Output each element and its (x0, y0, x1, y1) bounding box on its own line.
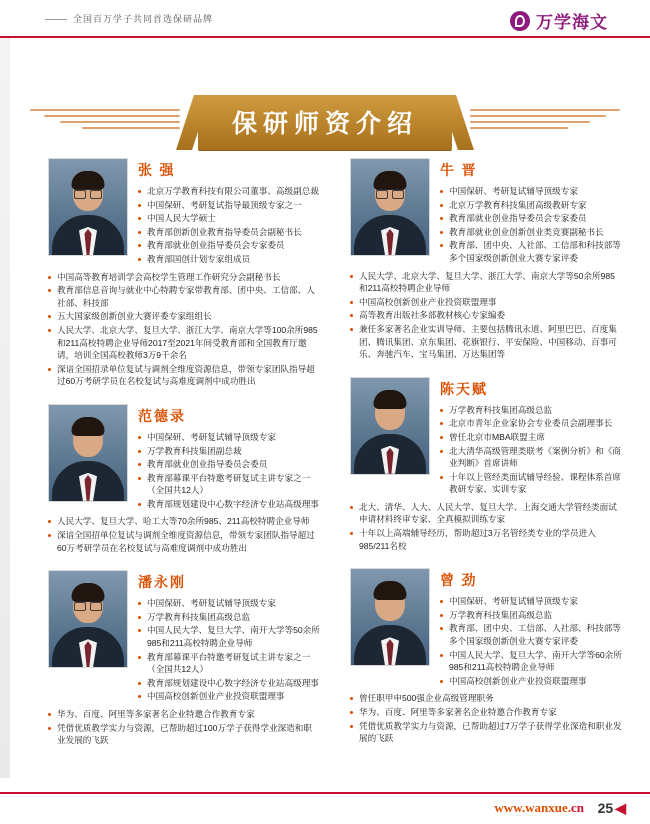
person-name: 牛 晋 (440, 164, 478, 179)
person-header (48, 158, 320, 267)
list-item: 中国高校创新创业产业投资联盟理事 (350, 296, 622, 309)
list-item: 万学教育科技集团高级总监 (440, 404, 622, 417)
page-footer (0, 782, 650, 824)
person-header (48, 570, 320, 704)
person-card (350, 158, 622, 361)
list-item: 教育部就业创业创新创业类竞赛副秘书长 (440, 226, 622, 239)
brand-logo (510, 8, 608, 33)
right-column (350, 158, 622, 761)
person-body (48, 515, 320, 554)
person-header (350, 568, 622, 688)
list-item: 十年以上管经类面试辅导经验、课程体系首席教研专家、实训专家 (440, 471, 622, 496)
banner-decoration-left (30, 107, 205, 131)
header-rule (45, 19, 67, 20)
left-column (48, 158, 320, 763)
person-name: 潘永刚 (138, 576, 186, 592)
person-card (350, 377, 622, 553)
avatar (48, 404, 128, 502)
footer-rule (0, 792, 650, 794)
person-head-bullets (440, 595, 622, 687)
list-item: 万学教育科技集团高级总监 (440, 609, 622, 622)
page-number (598, 800, 626, 817)
person-header (48, 404, 320, 512)
left-edge-strip (0, 38, 10, 778)
list-item: 人民大学、北京大学、复旦大学、浙江大学、南京大学等50余所985和211高校特聘企业导师 (350, 270, 622, 295)
person-body (350, 270, 622, 361)
list-item: 凭借优质教学实力与资源，已帮助超过100万学子获得学业深造和职业发展的飞跃 (48, 722, 320, 747)
list-item: 十年以上高端辅导经历，帮助超过3万名管经类专业的学员进入985/211名校 (350, 527, 622, 552)
list-item: 深谙全国招单位复试与调剂全维度资源信息，带领专家团队指导超过60万考研学员在名校复试与高难度调剂中成功胜出 (48, 529, 320, 554)
list-item: 华为、百度、阿里等多家著名企业特邀合作教育专家 (350, 706, 622, 719)
list-item: 中国高等教育培训学会高校学生管理工作研究分会副秘书长 (48, 271, 320, 284)
person-head-bullets (138, 431, 320, 511)
list-item: 中国保研、考研复试辅导顶级专家 (138, 431, 320, 444)
list-item: 教育部就业创业指导委员会委员 (138, 458, 320, 471)
website-url-tld: cn (571, 800, 584, 815)
header-tagline-text: 全国百万学子共同首选保研品牌 (73, 14, 214, 24)
website-url (494, 800, 584, 816)
person-head-bullets (138, 185, 320, 266)
list-item: 人民大学、复旦大学、哈工大等70余所985、211高校特聘企业导师 (48, 515, 320, 528)
list-item: 中国保研、考研复试辅导顶级专家 (440, 185, 622, 198)
list-item: 教育部、团中央、工信部、人社部、科技部等多个国家级创新创业大赛专家评委 (440, 622, 622, 647)
list-item: 教育部、团中央、人社部、工信部和科技部等多个国家级创新创业大赛专家评委 (440, 239, 622, 264)
person-name: 张 强 (138, 164, 176, 179)
list-item: 教育部创新创业教育指导委员会副秘书长 (138, 226, 320, 239)
person-header (350, 377, 622, 497)
person-body (350, 692, 622, 744)
header-tagline (45, 12, 213, 25)
list-item: 中国保研、考研复试辅导顶级专家 (440, 595, 622, 608)
list-item: 北京万学教育科技集团高级教研专家 (440, 199, 622, 212)
list-item: 北京市青年企业家协会专业委员会副理事长 (440, 417, 622, 430)
list-item: 中国人民大学、复旦大学、南开大学等60余所985和211高校特聘企业导师 (440, 649, 622, 674)
list-item: 教育部规划建设中心数字经济专业站高级理事 (138, 498, 320, 511)
list-item: 中国高校创新创业产业投资联盟理事 (440, 675, 622, 688)
section-banner (0, 95, 650, 143)
list-item: 教育部信息音询与就业中心特聘专家带教育部、团中央、工信部、人社部、科技部 (48, 284, 320, 309)
person-card (48, 404, 320, 554)
website-url-main: www.wanxue. (494, 800, 571, 815)
banner-decoration-right (445, 107, 620, 131)
person-header (350, 158, 622, 266)
list-item: 教育部就业创业指导委员会专家委员 (440, 212, 622, 225)
list-item: 教育部规划建设中心数字经济专业站高级理事 (138, 677, 320, 690)
list-item: 教育部幕课平台特邀考研复试主讲专家之一（全国共12人） (138, 472, 320, 497)
avatar (48, 570, 128, 668)
list-item: 北大清华高级管理类联考《案例分析》和《商业判断》首席讲师 (440, 445, 622, 470)
person-head-bullets (440, 404, 622, 496)
list-item: 中国保研、考研复试辅导顶级专家 (138, 597, 320, 610)
avatar (350, 377, 430, 475)
list-item: 曾任北京市MBA联盟主席 (440, 431, 622, 444)
list-item: 深谙全国招录单位复试与调剂全维度资源信息，带领专家团队指导超过60万考研学员在名校复试与高难度调剂中成功胜出 (48, 363, 320, 388)
arrow-icon: ◀ (615, 800, 626, 816)
page-number-text: 25 (597, 800, 614, 816)
person-name: 范德录 (138, 409, 186, 425)
avatar (350, 568, 430, 666)
person-body (350, 501, 622, 552)
list-item: 北大、清华、人大、人民大学、复旦大学、上海交通大学管经类面试申请材料终审专家、全真模拟训练专家 (350, 501, 622, 526)
list-item: 人民大学、北京大学、复旦大学、浙江大学、南京大学等100余所985和211高校特聘企业导师2017至2021年间受教育部和全国教育厅邀请，培训全国高校教师3万9千余名 (48, 324, 320, 362)
page-header (0, 0, 650, 38)
list-item: 中国人民大学硕士 (138, 212, 320, 225)
list-item: 五大国家级创新创业大赛评委专家组组长 (48, 310, 320, 323)
list-item: 中国高校创新创业产业投资联盟理事 (138, 690, 320, 703)
person-card (350, 568, 622, 745)
page-title: 保研师资介绍 (198, 95, 452, 150)
person-card (48, 570, 320, 747)
avatar (350, 158, 430, 256)
person-body (48, 708, 320, 747)
list-item: 北京万学教育科技有限公司董事、高级副总裁 (138, 185, 320, 198)
list-item: 中国保研、考研复试指导最顶级专家之一 (138, 199, 320, 212)
list-item: 教育部幕课平台特邀考研复试主讲专家之一（全国共12人） (138, 651, 320, 676)
person-head-bullets (440, 185, 622, 265)
list-item: 万学教育科技集团副总裁 (138, 445, 320, 458)
list-item: 教育部国创计划专家组成员 (138, 253, 320, 266)
list-item: 教育部就业创业指导委员会专家委员 (138, 239, 320, 252)
list-item: 曾任职甲申500强企业高级管理职务 (350, 692, 622, 705)
person-body (48, 271, 320, 388)
list-item: 万学教育科技集团高级总监 (138, 611, 320, 624)
avatar (48, 158, 128, 256)
person-name: 陈天赋 (440, 382, 488, 398)
list-item: 高等教育出版社多部教材核心专家编委 (350, 309, 622, 322)
person-card (48, 158, 320, 388)
logo-mark-icon (510, 11, 530, 31)
list-item: 凭借优质教学实力与资源，已帮助超过7万学子获得学业深造和职业发展的飞跃 (350, 720, 622, 745)
person-head-bullets (138, 597, 320, 703)
person-name: 曾 劲 (440, 574, 478, 590)
list-item: 兼任多家著名企业实训导师、主要包括腾讯永道、阿里巴巴、百度集团、腾讯集团、京东集团、花旗银行、平安保险、中国移动、百事可乐、奔驰汽车、宝马集团、万达集团等 (350, 323, 622, 361)
list-item: 中国人民大学、复旦大学、南开大学等50余所985和211高校特聘企业导师 (138, 624, 320, 649)
brand-name: 万学海文 (536, 13, 608, 32)
list-item: 华为、百度、阿里等多家著名企业特邀合作教育专家 (48, 708, 320, 721)
